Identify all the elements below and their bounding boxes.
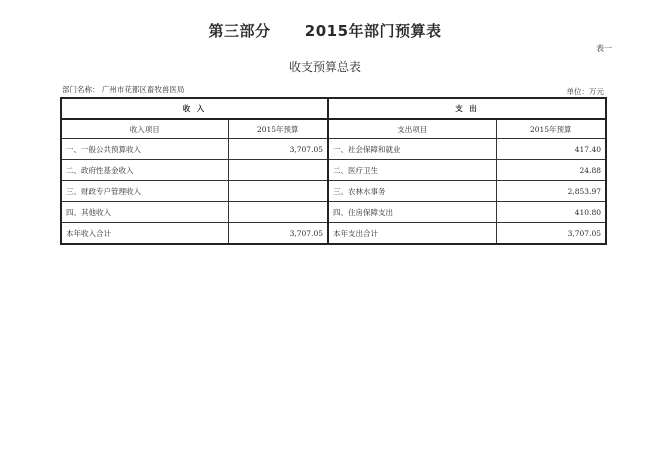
expense-item: 三、农林水事务 — [328, 181, 496, 202]
table-title: 收支预算总表 — [288, 60, 361, 74]
income-value — [228, 181, 328, 202]
table-row — [61, 139, 606, 160]
income-value — [228, 160, 328, 181]
unit-label: 单位：万元 — [566, 87, 604, 96]
income-value: 3,707.05 — [228, 139, 328, 160]
section-header-row — [61, 98, 606, 119]
expense-item: 一、社会保障和就业 — [328, 139, 496, 160]
part-title: 第三部分 2015年部门预算表 — [208, 22, 442, 40]
income-value — [228, 202, 328, 223]
col-expense-item: 支出项目 — [328, 119, 496, 139]
income-item: 三、财政专户管理收入 — [61, 181, 228, 202]
income-item: 二、政府性基金收入 — [61, 160, 228, 181]
expense-value: 24.88 — [496, 160, 606, 181]
income-item: 四、其他收入 — [61, 202, 228, 223]
expense-total-label: 本年支出合计 — [328, 223, 496, 245]
income-item: 一、一般公共预算收入 — [61, 139, 228, 160]
expense-value: 2,853.97 — [496, 181, 606, 202]
expense-section-header: 支 出 — [328, 98, 606, 119]
expense-total-value: 3,707.05 — [496, 223, 606, 245]
expense-item: 二、医疗卫生 — [328, 160, 496, 181]
budget-table — [60, 97, 607, 245]
table-row — [61, 202, 606, 223]
column-header-row — [61, 119, 606, 139]
table-row — [61, 160, 606, 181]
expense-item: 四、住房保障支出 — [328, 202, 496, 223]
col-income-budget: 2015年预算 — [228, 119, 328, 139]
expense-value: 410.80 — [496, 202, 606, 223]
income-section-header: 收 入 — [61, 98, 328, 119]
table-row — [61, 181, 606, 202]
income-total-value: 3,707.05 — [228, 223, 328, 245]
department-name: 部门名称： 广州市花都区畜牧兽医局 — [62, 85, 185, 94]
col-expense-budget: 2015年预算 — [496, 119, 606, 139]
total-row — [61, 223, 606, 245]
col-income-item: 收入项目 — [61, 119, 228, 139]
expense-value: 417.40 — [496, 139, 606, 160]
table-number: 表一 — [596, 44, 612, 53]
income-total-label: 本年收入合计 — [61, 223, 228, 245]
